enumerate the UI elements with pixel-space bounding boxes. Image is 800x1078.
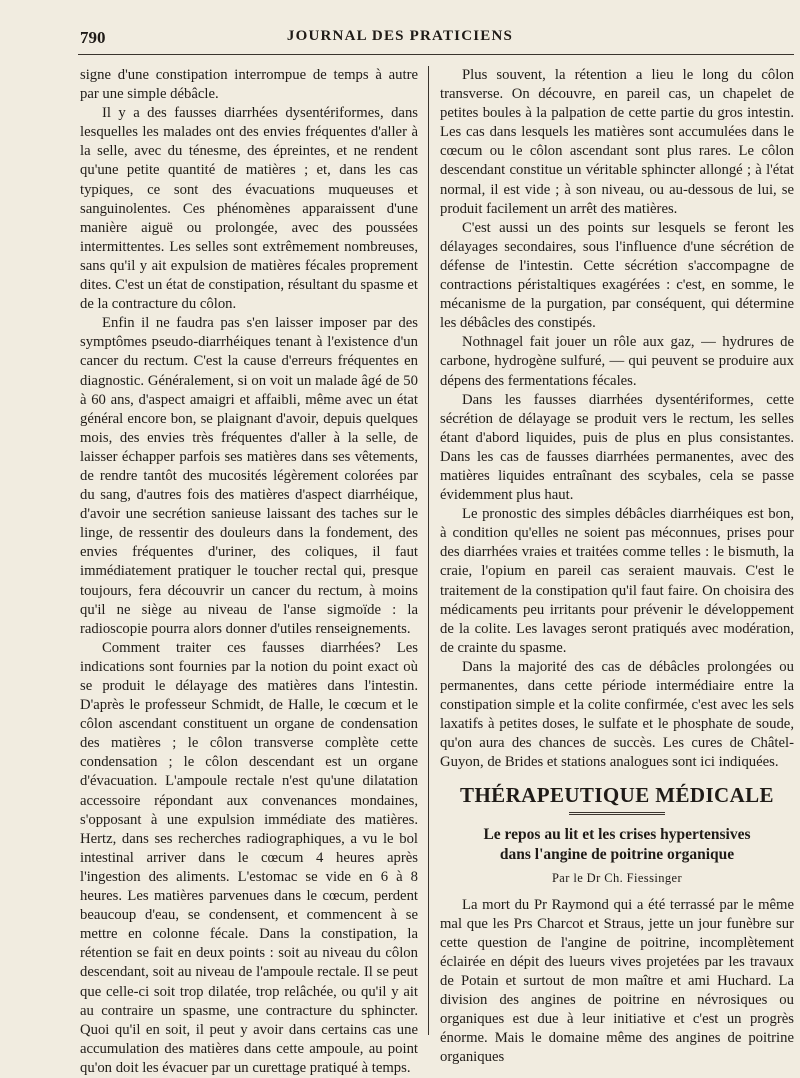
left-column xyxy=(80,66,418,1076)
paragraph: Nothnagel fait jouer un rôle aux gaz, — hydrures de carbone, hydrogène sulfuré, — qui peuvent se produire aux dépens des fermentations fécales. xyxy=(440,334,794,389)
article-title-line-2: dans l'angine de poitrine organique xyxy=(499,845,735,863)
paragraph: Enfin il ne faudra pas s'en laisser imposer par des symptômes pseudo-diarrhéiques tenant à l'existence d'un cancer du rectum. C'est la cause d'erreurs fréquentes en diagnostic. Généralement, si on voit un malade âgé de 50 à 60 ans, d'aspect amaigri et affaibli, même avec un état général encore bon, se plaignant d'avoir, depuis quelques mois, des envies très fréquentes d'aller à la selle, de laisser échapper parfois ses matières dans ses vêtements, de rendre tantôt des mucosités légèrement colorées par du sang, d'autres fois des matières d'aspect diarrhéique, d'avoir une secrétion sanieuse laissant des taches sur le linge, de ressentir des douleurs dans la fondement, des envies fréquentes d'uriner, des coliques, il faut immédiatement pratiquer le toucher rectal qui, presque toujours, fera découvrir un cancer du rectum, à moins qu'il ne siège au niveau de l'anse sigmoïde : la radioscopie pourra alors donner d'utiles renseignements. xyxy=(80,315,418,637)
paragraph: C'est aussi un des points sur lesquels se feront les délayages secondaires, sous l'influence d'une sécrétion de défense de l'intestin. Cette sécrétion s'accompagne de contractions péristaltiques exagérées : c'est, en somme, le mécanisme de la purgation, par conséquent, qui détermine les débâcles des constipés. xyxy=(440,219,794,332)
paragraph: Il y a des fausses diarrhées dysentériformes, dans lesquelles les malades ont des envies fréquentes d'aller à la selle, avec du ténesme, des épreintes, et ne rendent qu'une petite quantité de matières ; et, dans les cas typiques, ce sont des évacuations muqueuses et sanguinolentes. Ces phénomènes apparaissent d'une manière aiguë ou prolongée, avec des poussées intermittentes. Les selles sont extrêmement nombreuses, sans qu'il y ait expulsion de matières fécales proprement dites. C'est un état de constipation, résultant du spasme et de la contracture du côlon. xyxy=(80,105,418,313)
section-rule xyxy=(569,812,665,815)
paragraph: Dans les fausses diarrhées dysentériformes, cette sécrétion de délayage se produit vers le rectum, les selles étant d'abord liquides, puis de plus en plus consistantes. Dans les cas de fausses diarrhées permanentes, avec des matières liquides entraînant des scybales, cela se passe évidemment plus haut. xyxy=(440,391,794,504)
paragraph: Dans la majorité des cas de débâcles prolongées ou permanentes, dans cette période intermédiaire entre la constipation simple et la colite confirmée, c'est avec les sels laxatifs à petites doses, le sulfate et le phosphate de soude, qu'on aura des chances de succès. Les cures de Châtel-Guyon, de Brides et stations analogues sont ici indiquées. xyxy=(440,658,794,771)
section-title: THÉRAPEUTIQUE MÉDICALE xyxy=(460,783,774,808)
running-title: JOURNAL DES PRATICIENS xyxy=(286,28,514,44)
paragraph: Le pronostic des simples débâcles diarrhéiques est bon, à condition qu'elles ne soient pas méconnues, prises pour des diarrhées vraies et traitées comme telles : le bismuth, la craie, l'opium en pareil cas seraient mauvais. C'est le traitement de la constipation qu'il faut faire. On choisira des médicaments peu irritants pour prévenir le développement de la colite. Les lavages seront pratiqués avec modération, de crainte du spasme. xyxy=(440,506,794,656)
paragraph: La mort du Pr Raymond qui a été terrassé par le même mal que les Prs Charcot et Straus, jette un jour funèbre sur cette question de l'angine de poitrine, incomplètement éclairée en dépit des lueurs vives projetées par les travaux de Potain et surtout de mon maître et ami Huchard. La division des angines de poitrine en névrosiques ou organiques est due à leur initiative et c'est un progrès énorme. Mais le domaine même des angines de poitrine organiques xyxy=(440,896,794,1066)
article-byline: Par le Dr Ch. Fiessinger xyxy=(551,870,683,885)
paragraph: Plus souvent, la rétention a lieu le long du côlon transverse. On découvre, en pareil cas, un chapelet de petites boules à la palpation de cette partie du gros intestin. Les cas dans lesquels les matières sont accumulées dans le cœcum ou le côlon ascendant sont plus rares. Le côlon descendant constitue un véritable sphincter allongé ; à l'état normal, il est vide ; à son niveau, ou au-dessous de lui, se produit facilement un arrêt des matières. xyxy=(440,67,794,217)
article-title-line-1: Le repos au lit et les crises hypertensives xyxy=(483,825,751,843)
column-divider xyxy=(428,66,429,1035)
page-header xyxy=(0,28,800,52)
header-rule xyxy=(78,54,794,55)
paragraph: Comment traiter ces fausses diarrhées? Les indications sont fournies par la notion du point exact où se produit le délayage des matières dans l'intestin. D'après le professeur Schmidt, de Halle, le cœcum et le côlon ascendant constituent un organe de condensation des matières ; le côlon transverse complète cette condensation ; le côlon descendant est un organe d'évacuation. L'ampoule rectale n'est qu'une dilatation accessoire répondant aux convenances mondaines, s'opposant à une expulsion immédiate des matières. Hertz, dans ses recherches radiographiques, a vu le bol intestinal arriver dans le cœcum 4 heures après l'ingestion des aliments. L'estomac se vide en 6 à 8 heures. Les matières parvenues dans le cœcum, perdent beaucoup d'eau, se condensent, et commencent à se mettre en colonne fécale. Dans la constipation, la rétention se fait en deux points : soit au niveau du côlon descendant, soit au niveau de l'ampoule rectale. Il se peut que celle-ci soit trop dilatée, trop relâchée, ou qu'il y ait au contraire un spasme, une contracture du sphincter. Quoi qu'il en soit, il peut y avoir dans certains cas une accumulation des matières dans cette ampoule, au point qu'on doit les évacuer par un curettage pratiqué à temps. xyxy=(80,639,418,1076)
page-number: 790 xyxy=(80,28,106,47)
right-column xyxy=(440,66,794,1066)
paragraph: signe d'une constipation interrompue de temps à autre par une simple débâcle. xyxy=(80,67,418,103)
